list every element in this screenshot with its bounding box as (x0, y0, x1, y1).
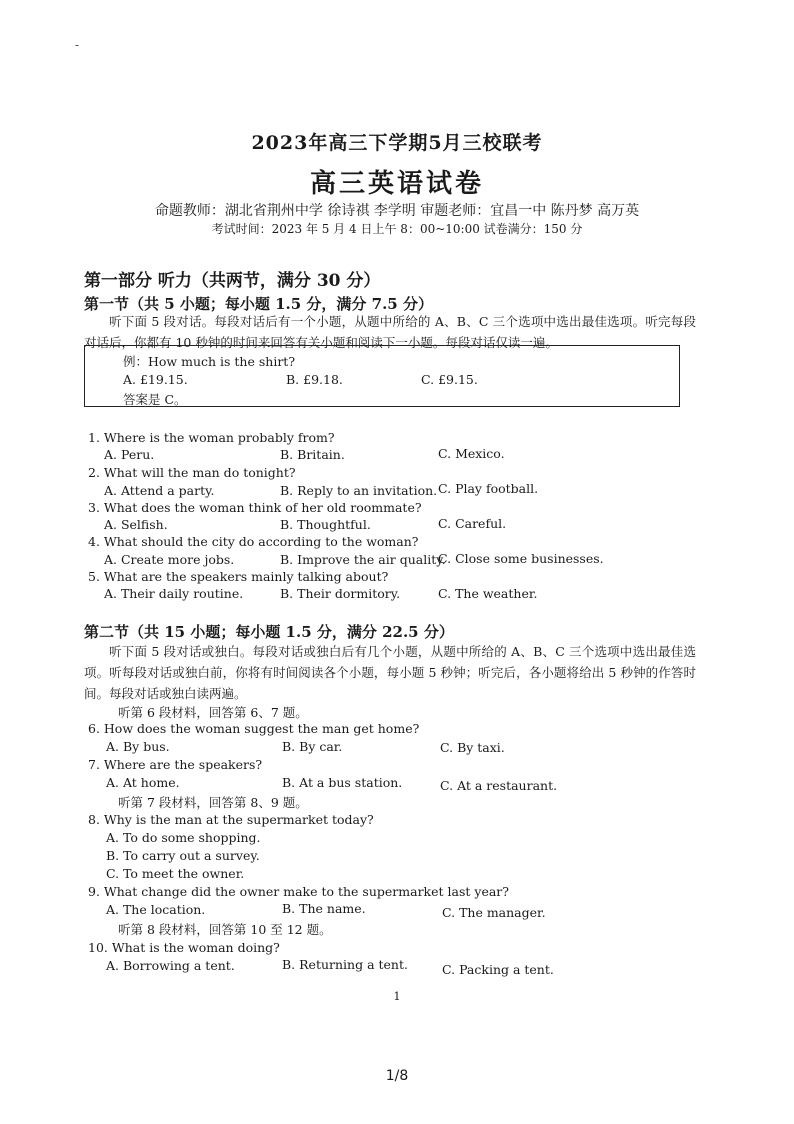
q10-option-b: B. Returning a tent. (282, 957, 408, 972)
q9-option-c: C. The manager. (442, 905, 546, 920)
q5-option-b: B. Their dormitory. (280, 586, 401, 601)
listening-note-3: 听第 8 段材料，回答第 10 至 12 题。 (118, 922, 332, 937)
q3-option-c: C. Careful. (438, 516, 507, 531)
question-9: 9. What change did the owner make to the supermarket last year? (88, 884, 509, 899)
listening-note-2: 听第 7 段材料，回答第 8、9 题。 (118, 795, 308, 810)
q9-option-a: A. The location. (106, 902, 206, 917)
example-option-c: C. £9.15. (421, 372, 478, 387)
exam-info: 考试时间：2023 年 5 月 4 日上午 8：00~10:00 试卷满分：150 分 (211, 222, 583, 236)
question-7: 7. Where are the speakers? (88, 757, 263, 772)
corner-mark: - (75, 38, 80, 52)
q4-option-c: C. Close some businesses. (438, 551, 604, 566)
question-8: 8. Why is the man at the supermarket today? (88, 812, 374, 827)
exam-title: 2023年高三下学期5月三校联考 (251, 132, 543, 154)
q2-option-a: A. Attend a party. (104, 483, 215, 498)
q2-option-b: B. Reply to an invitation. (280, 483, 438, 498)
question-10: 10. What is the woman doing? (88, 940, 280, 955)
question-3: 3. What does the woman think of her old roommate? (88, 500, 422, 515)
q1-option-b: B. Britain. (280, 447, 345, 462)
q5-option-a: A. Their daily routine. (104, 586, 244, 601)
q7-option-a: A. At home. (106, 775, 180, 790)
section2-heading: 第二节（共 15 小题；每小题 1.5 分，满分 22.5 分） (84, 623, 454, 641)
section1-instructions: 听下面 5 段对话。每段对话后有一个小题，从题中所给的 A、B、C 三个选项中选出最佳选项。听完每段对话后，你都有 10 秒钟的时间来回答有关小题和阅读下一小题。每段对话仅读一遍。 (84, 314, 696, 350)
q7-option-b: B. At a bus station. (282, 775, 403, 790)
section1-heading: 第一节（共 5 小题；每小题 1.5 分，满分 7.5 分） (84, 295, 433, 313)
example-option-b: B. £9.18. (286, 372, 343, 387)
example-box (84, 345, 680, 407)
example-answer: 答案是 C。 (123, 392, 187, 407)
q6-option-b: B. By car. (282, 739, 343, 754)
q2-option-c: C. Play football. (438, 481, 539, 496)
example-option-a: A. £19.15. (123, 372, 188, 387)
example-question: 例：How much is the shirt? (123, 354, 296, 369)
q7-option-c: C. At a restaurant. (440, 778, 558, 793)
q5-option-c: C. The weather. (438, 586, 538, 601)
page-indicator: 1/8 (385, 1068, 409, 1084)
q1-option-c: C. Mexico. (438, 446, 505, 461)
q10-option-a: A. Borrowing a tent. (106, 958, 235, 973)
q9-option-b: B. The name. (282, 901, 366, 916)
question-1: 1. Where is the woman probably from? (88, 430, 335, 445)
q8-option-b: B. To carry out a survey. (106, 848, 260, 863)
question-6: 6. How does the woman suggest the man get home? (88, 721, 420, 736)
question-5: 5. What are the speakers mainly talking about? (88, 569, 389, 584)
exam-subtitle: 高三英语试卷 (309, 169, 484, 199)
q6-option-a: A. By bus. (106, 739, 170, 754)
page-number: 1 (393, 990, 401, 1003)
setters-line: 命题教师：湖北省荆州中学 徐诗祺 李学明 审题老师：宜昌一中 陈丹梦 高万英 (154, 203, 640, 219)
listening-note-1: 听第 6 段材料，回答第 6、7 题。 (118, 705, 308, 720)
q8-option-a: A. To do some shopping. (106, 830, 261, 845)
q3-option-a: A. Selfish. (104, 517, 168, 532)
q4-option-b: B. Improve the air quality. (280, 552, 446, 567)
q1-option-a: A. Peru. (104, 447, 155, 462)
question-2: 2. What will the man do tonight? (88, 465, 296, 480)
q6-option-c: C. By taxi. (440, 740, 505, 755)
section2-instructions: 听下面 5 段对话或独白。每段对话或独白后有几个小题，从题中所给的 A、B、C 三个选项中选出最佳选项。听每段对话或独白前，你将有时间阅读各个小题，每小题 5 秒钟；听完后，各小题将给出 5 秒钟的作答时间。每段对话或独白读两遍。 (84, 644, 696, 701)
part-heading: 第一部分 听力（共两节，满分 30 分） (84, 271, 381, 291)
q3-option-b: B. Thoughtful. (280, 517, 371, 532)
q8-option-c: C. To meet the owner. (106, 866, 245, 881)
question-4: 4. What should the city do according to the woman? (88, 534, 419, 549)
q10-option-c: C. Packing a tent. (442, 962, 554, 977)
q4-option-a: A. Create more jobs. (104, 552, 235, 567)
